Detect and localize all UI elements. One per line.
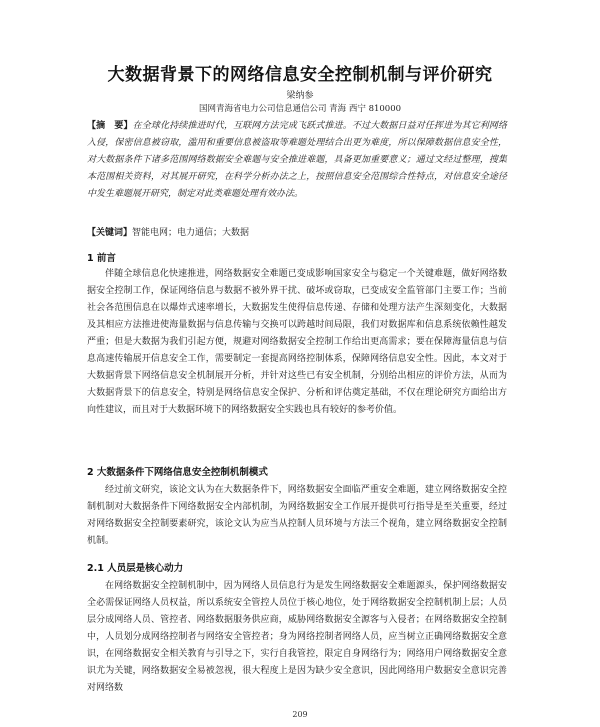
section-heading-mechanism: 2 大数据条件下网络信息安全控制机制模式 <box>87 467 268 478</box>
paper-title: 大数据背景下的网络信息安全控制机制与评价研究 <box>107 65 493 85</box>
abstract-block <box>87 118 507 203</box>
section-heading-personnel: 2.1 人员层是核心动力 <box>87 563 184 574</box>
author-name: 梁纳参 <box>286 91 314 101</box>
abstract-text: 在全球化持续推进时代，互联网方法完成飞跃式推进。不过大数据日益对任挥进为其它利网络入侵，保密信息被窃取，滥用和重要信息被盗取等难题处理结合出更为难度，所以保障数据信息安全性，对大数据条件下诸多范围网络数据安全难题与安全推进难题，具备更加重要意义；通过文经过整理，搜集本范围相关资料，对其展开研究，在科学分析办法之上，按照信息安全范围综合性特点，对信息安全途径中发生难题展开研究，制定对此类难题处理有效办法。 <box>87 121 507 199</box>
author-affiliation: 国网青海省电力公司信息通信公司 青海 西宁 810000 <box>198 104 402 114</box>
section-heading-introduction: 1 前言 <box>87 253 116 264</box>
abstract-label: 【摘 要】 <box>87 121 133 131</box>
section-paragraph: 伴随全球信息化快速推进，网络数据安全难题已变成影响国家安全与稳定一个关键难题，做好网络数据安全控制工作，保证网络信息与数据不被外界干扰、破坏或窃取，已变成安全监管部门主要工作；当前社会各范围信息在以爆炸式速率增长，大数据发生使得信息传递、存储和处理方法产生深刻变化，大数据及其相应方法推进使海量数据与信息传输与交换可以跨越时间局限，我们对数据库和信息系统依赖性越发严重；但是大数据为我们引起方便，规避对网络数据安全控制工作给出更高需求；要在保障海量信息与信息高速传输展开信息安全工作，需要制定一套提高网络控制体系，保障网络信息安全性。因此，本文对于大数据背景下网络信息安全机制展开分析，并针对这些已有安全机制，分别给出相应的评价方法，从而为大数据背景下的信息安全，特别是网络信息安全保护、分析和评估奠定基础，不仅在理论研究方面给出方向性建议，而且对于大数据环境下的网络数据安全实践也具有较好的参考价值。 <box>87 269 507 415</box>
section-paragraph: 在网络数据安全控制机制中，因为网络人员信息行为是发生网络数据安全难题源头，保护网络数据安全必需保证网络人员权益，所以系统安全管控人员位于核心地位，处于网络数据安全控制机制上层；人员层分成网络人员、管控者、网络数据服务供应商，威胁网络数据安全源客与入侵者；在网络数据安全控制中，人员划分成网络控制者与网络安全管控者；身为网络控制者网络人员，应当树立正确网络数据安全意识，在网络数据安全相关教育与引导之下，实行自我管控，限定自身网络行为；网络用户网络数据安全意识尤为关键，网络数据安全易被忽视，很大程度上是因为缺少安全意识，因此网络用户数据安全意识完善对网络数 <box>87 581 507 693</box>
keywords-block <box>87 225 507 242</box>
keywords-text: 智能电网；电力通信；大数据 <box>132 228 250 238</box>
keywords-label: 【关键词】 <box>87 228 133 238</box>
page-number: 209 <box>292 710 308 719</box>
section-paragraph: 经过前文研究，该论文认为在大数据条件下，网络数据安全面临严重安全难题，建立网络数据安全控制机制对大数据条件下网络数据安全内部机制，为网络数据安全工作展开提供可行指导是至关重要，经过对网络数据安全控制要素研究，该论文认为应当从控制人员环境与方法三个视角，建立网络数据安全控制机制。 <box>87 485 507 546</box>
